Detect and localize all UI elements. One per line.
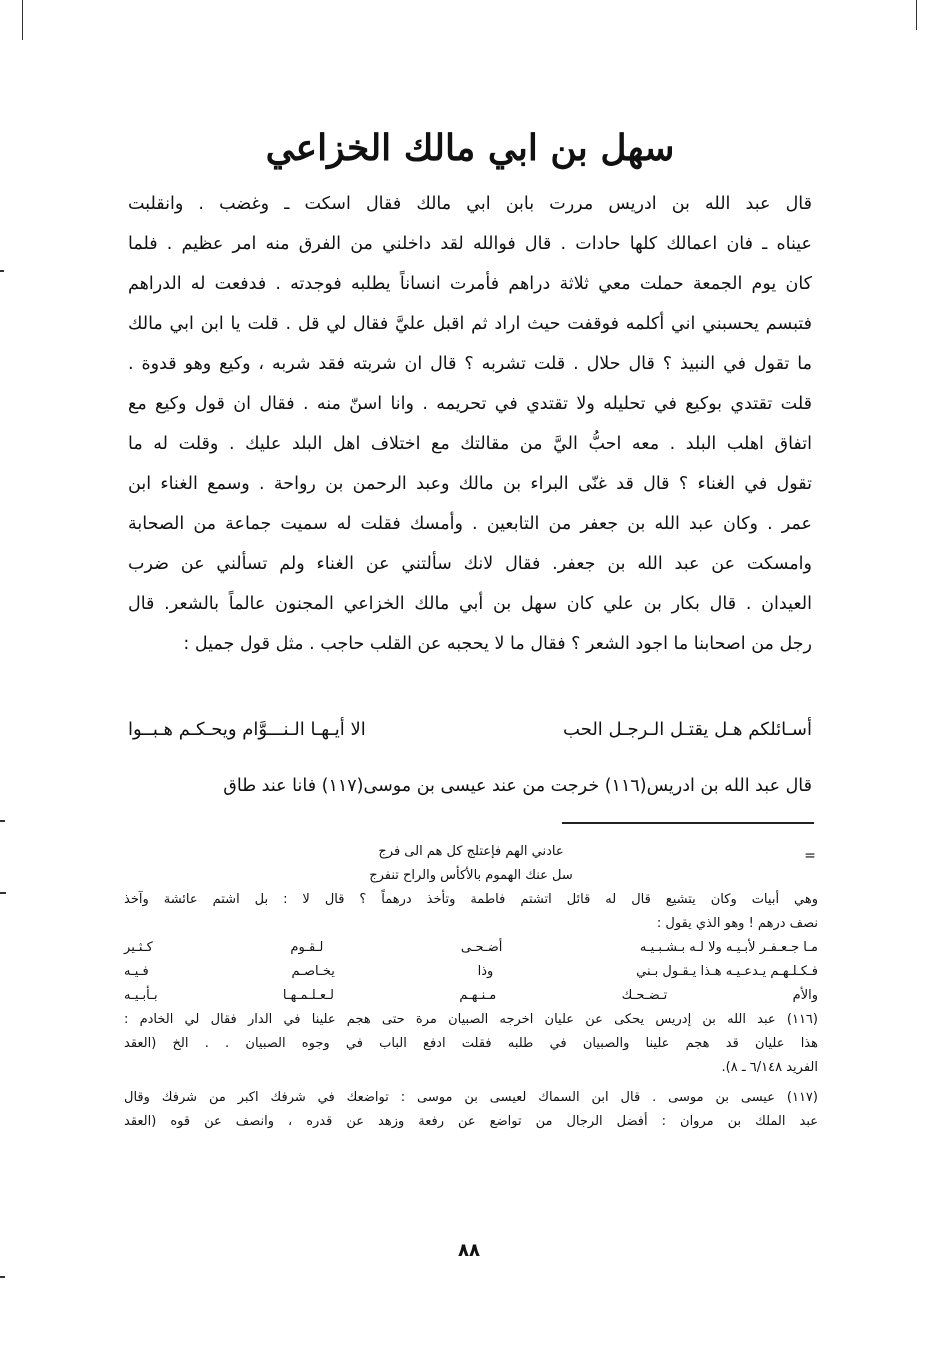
poem-word: لـعـلـمـهـا — [282, 988, 334, 1003]
scan-margin-mark — [0, 820, 5, 822]
poem-word: لـقـوم — [290, 940, 324, 955]
poem-word: أضـحـى — [460, 940, 503, 955]
paragraph-line: قلت تقتدي بوكيع في تحليله ولا تقتدي في تحريمه . وانا اسنّ منه . فقال ان قول وكيع مع — [128, 394, 812, 414]
poem-word: فـكـلـهـم يـدعـيـه هـذا يـقـول بـني — [636, 964, 818, 979]
footnote-poem-line: سل عنك الهموم بالأكأس والراح تنفرج — [369, 868, 573, 883]
scan-edge-line — [916, 0, 917, 30]
paragraph-line: عيناه ـ فان اعمالك كلها حادات . قال فوالله لقد داخلني من الفرق منه امر عظيم . فلما — [128, 234, 812, 254]
paragraph-line: ما تقول في النبيذ ؟ قال حلال . قلت تشربه ؟ قال ان شربته فقد شربه ، وكيع وهو قدوة . — [128, 354, 812, 374]
footnote-117-line: عبد الملك بن مروان : أفضل الرجال من تواضع عن رفعة وزهد عن قدره ، وانصف عن قوه (العقد — [124, 1114, 818, 1129]
poem-word: بـأبـيـه — [124, 988, 158, 1003]
page-number: ٨٨ — [458, 1240, 480, 1261]
paragraph-line: رجل من اصحابنا ما اجود الشعر ؟ فقال ما لا يحجبه عن القلب حاجب . مثل قول جميل : — [183, 634, 812, 654]
poem-verse — [128, 708, 812, 752]
footnote-116-line: الفريد ٦/١٤٨ ـ ٨). — [721, 1060, 818, 1075]
footnote-117-line: (١١٧) عيسى بن موسى . قال ابن السماك لعيسى بن موسى : تواضعك في شرفك اكبر من شرفك وقال — [124, 1090, 818, 1105]
scan-edge-line — [22, 0, 23, 40]
verse-first-hemistich: الا أيـهـا الـنـــوَّام ويحـكـم هـبــوا — [128, 719, 366, 740]
footnote-text-line: وهي أبيات وكان يتشيع قال له قائل اتشتم فاطمة وتأخذ درهماً ؟ قال لا : بل اشتم عائشة وآخذ — [124, 892, 818, 907]
poem-word: كـثـير — [124, 940, 153, 955]
footnote-text-line: نصف درهم ! وهو الذي يقول : — [656, 916, 818, 931]
paragraph-line: اتفاق اهلب البلد . معه احبُّ اليَّ من مقالتك مع اختلاف اهل البلد عليك . وقلت له ما — [128, 434, 812, 454]
paragraph-line: كان يوم الجمعة حملت معي ثلاثة دراهم فأمرت انساناً يطلبه فوجدته . فدفعت له الدراهم — [128, 274, 812, 294]
paragraph-line: وامسكت عن عبد الله بن جعفر. فقال لانك سألتني عن الغناء ولم تسألني عن ضرب — [128, 554, 812, 574]
paragraph-line: فتبسم يحسبني اني أكلمه فوقفت حيث اراد ثم اقبل عليَّ فقال لي قل . قلت يا ابن ابي مالك — [128, 314, 812, 334]
footnote-poem-row — [124, 936, 818, 960]
poem-word: مـنـهـم — [459, 988, 497, 1003]
footnote-poem-row — [124, 984, 818, 1008]
paragraph-line: تقول في الغناء ؟ قال قد غنّى البراء بن مالك وعبد الرحمن بن رواحة . وسمع الغناء ابن — [128, 474, 812, 494]
poem-word: فـيـه — [124, 964, 149, 979]
poem-word: وذا — [477, 964, 494, 979]
page-title: سهل بن ابي مالك الخزاعي — [265, 127, 675, 169]
scan-margin-mark — [0, 1276, 5, 1278]
footnote-poem-row — [124, 960, 818, 984]
main-paragraph — [128, 184, 812, 664]
paragraph-line: العيدان . قال بكار بن علي كان سهل بن أبي مالك الخزاعي المجنون عالماً بالشعر. قال — [128, 594, 812, 614]
footnote-116-line: (١١٦) عبد الله بن إدريس يحكى عن عليان اخرجه الصبيان مرة حتى هجم علينا في الدار فقال لي الخادم : — [124, 1012, 818, 1027]
footnote-poem-line: عادني الهم فإعتلج كل هم الى فرج — [378, 844, 564, 859]
paragraph-line: قال عبد الله بن ادريس مررت بابن ابي مالك فقال اسكت ـ وغضب . وانقلبت — [128, 194, 812, 214]
poem-word: تـضـحـك — [621, 988, 668, 1003]
footnotes — [124, 840, 818, 1134]
poem-word: يخـاصـم — [291, 964, 335, 979]
footnote-116-line: هذا عليان قد هجم علينا والصبيان في طلبه فقلت ادفع الباب في وجوه الصبيان . . الخ (العقد — [124, 1036, 818, 1051]
footnote-separator — [562, 822, 814, 824]
paragraph-line: عمر . وكان عبد الله بن جعفر من التابعين . وأمسك فقلت له سميت جماعة من الصحابة — [128, 514, 812, 534]
verse-second-hemistich: أسـائلكم هـل يقتـل الـرجـل الحب — [563, 719, 812, 740]
footnote-continuation-mark: = — [804, 848, 816, 864]
continuation-line: قال عبد الله بن ادريس(١١٦) خرجت من عند عيسى بن موسى(١١٧) فانا عند طاق — [223, 776, 812, 796]
poem-word: مـا جـعـفـر لأبـيـه ولا لـه بـشـبـيـه — [639, 940, 818, 955]
poem-word: والأم — [792, 988, 818, 1003]
scan-margin-mark — [0, 270, 4, 272]
scan-margin-mark — [0, 892, 6, 894]
